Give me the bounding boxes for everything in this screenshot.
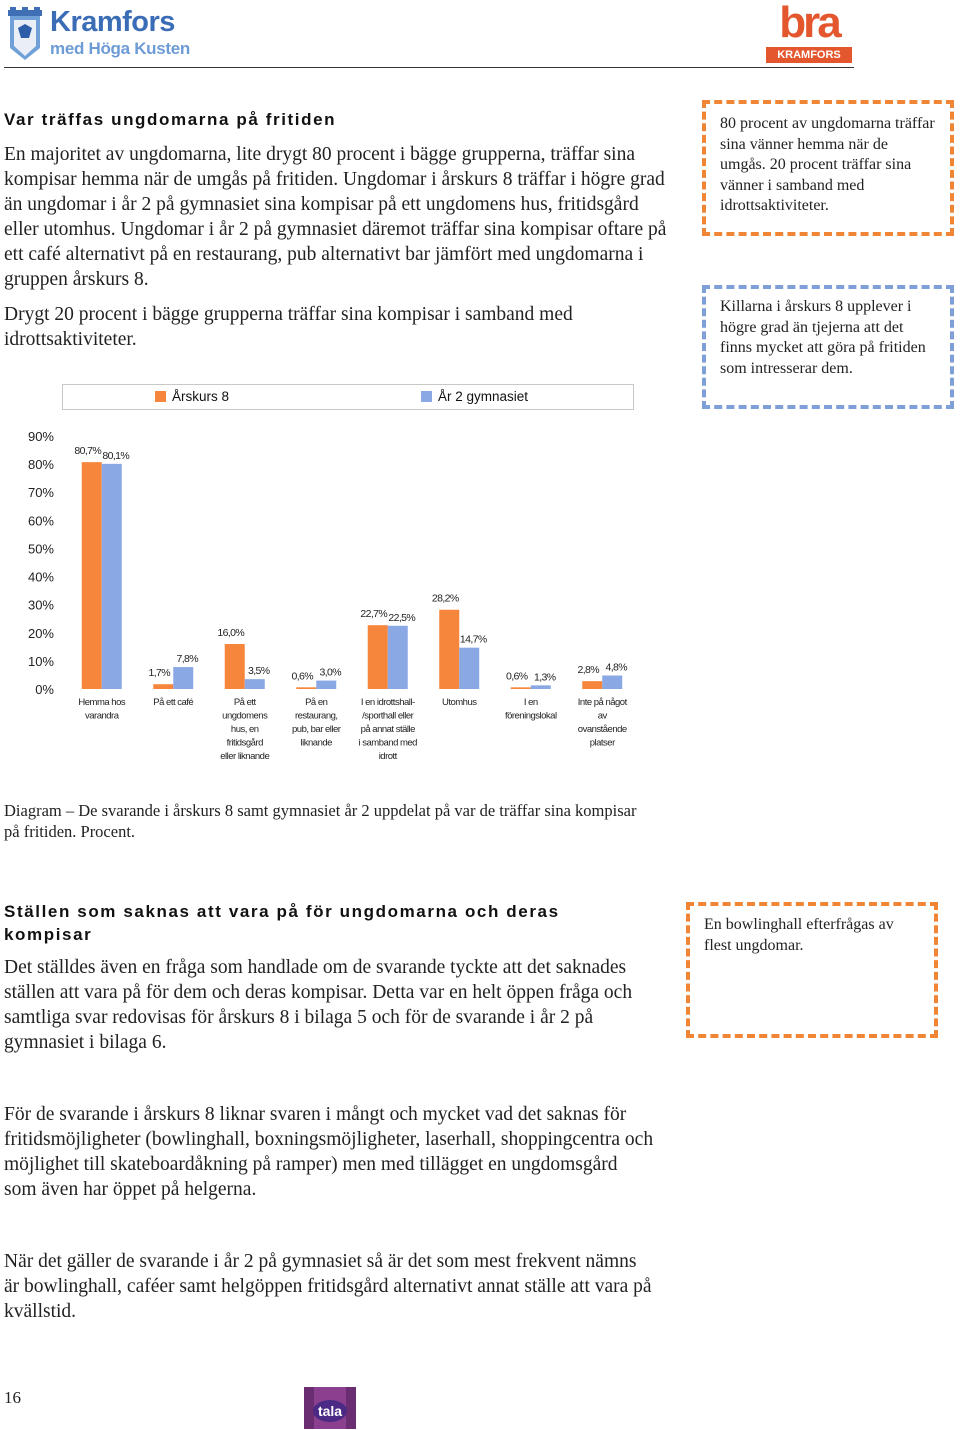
legend-label-arskurs8: Årskurs 8: [172, 389, 230, 404]
y-tick-label: 80%: [27, 457, 54, 473]
section1-paragraph-1: En majoritet av ungdomarna, lite drygt 80 procent i bägge grupperna, träffar sina kompisar hemma när de umgås på fritiden. Ungdomar i årskurs 8 träffar i högre grad än ungdomar i år 2 på gymnasiet sina kompisar på ett ungdomens hus, fritidsgård eller utomhus. Ungdomar i år 2 på gymnasiet däremot träffar sina kompisar oftare på ett café alternativt på en restaurang, pub alternativt bar jämfört med ungdomarna i gruppen årskurs 8.: [4, 144, 667, 290]
chart-value-labels: [74, 445, 627, 683]
y-tick-label: 20%: [27, 625, 54, 641]
category-label: föreningslokal: [504, 710, 557, 722]
bar-ar2-3: [316, 681, 336, 689]
legend-item-arskurs8: [155, 389, 229, 404]
y-tick-label: 10%: [27, 653, 54, 669]
bar-ar2-4: [388, 626, 408, 689]
value-label: 1,3%: [533, 671, 556, 684]
kramfors-logo-subtitle: med Höga Kusten: [50, 39, 191, 58]
callout-boys-leisure: Killarna i årskurs 8 upplever i högre grad än tjejerna att det finns mycket att göra på fritiden som intresserar dem.: [702, 285, 954, 409]
category-label: /sporthall eller: [362, 710, 414, 722]
bar-ar2-6: [531, 685, 551, 689]
value-label: 3,0%: [319, 666, 342, 679]
legend-swatch-orange: [155, 391, 166, 402]
category-label: i samband med: [358, 737, 417, 749]
category-label: På ett café: [153, 697, 194, 708]
category-label: hus, en: [230, 724, 259, 735]
legend-label-ar2: År 2 gymnasiet: [438, 389, 529, 404]
category-label: idrott: [378, 751, 397, 762]
value-label: 22,7%: [360, 608, 388, 621]
category-label: På ett: [233, 697, 256, 708]
legend-item-ar2: [421, 389, 528, 404]
value-label: 0,6%: [291, 670, 314, 683]
category-label: pub, bar eller: [292, 724, 341, 735]
y-tick-label: 70%: [27, 485, 54, 501]
bra-logo-brand: bra: [779, 0, 839, 47]
bar-arskurs8-6: [511, 687, 531, 689]
tala-logo: [304, 1387, 356, 1429]
chart-caption: Diagram – De svarande i årskurs 8 samt gymnasiet år 2 uppdelat på var de träffar sina kompisar på fritiden. Procent.: [4, 801, 637, 841]
legend-swatch-blue: [421, 391, 432, 402]
bar-ar2-5: [459, 648, 479, 689]
category-label: på annat ställe: [360, 724, 415, 735]
value-label: 22,5%: [388, 611, 416, 624]
category-label: Inte på något: [577, 697, 627, 708]
y-tick-label: 40%: [27, 569, 54, 585]
bar-arskurs8-1: [153, 684, 173, 689]
bar-chart: [0, 420, 660, 780]
value-label: 28,2%: [431, 592, 459, 605]
bar-arskurs8-2: [225, 644, 245, 689]
value-label: 80,7%: [74, 445, 102, 458]
section2-paragraph-3: När det gäller de svarande i år 2 på gymnasiet så är det som mest frekvent nämns är bowlinghall, caféer samt helgöppen fritidsgård alternativt annat ställe att vara på kvällstid.: [4, 1251, 652, 1322]
chart-legend: [62, 384, 634, 410]
kramfors-logo: [6, 6, 196, 64]
value-label: 3,5%: [247, 665, 270, 678]
category-label: I en: [523, 697, 538, 708]
tala-logo-icon: [304, 1387, 356, 1429]
y-tick-label: 0%: [35, 682, 54, 697]
y-tick-label: 50%: [27, 541, 54, 557]
category-label: av: [597, 710, 607, 722]
category-label: Hemma hos: [78, 697, 126, 708]
category-label: liknande: [300, 737, 332, 749]
value-label: 7,8%: [176, 653, 199, 666]
category-label: ungdomens: [222, 710, 268, 722]
bar-ar2-2: [245, 679, 265, 689]
bar-arskurs8-4: [368, 625, 388, 689]
value-label: 14,7%: [459, 633, 487, 646]
value-label: 4,8%: [605, 661, 628, 674]
callout-bowling: En bowlinghall efterfrågas av flest ungdomar.: [686, 902, 938, 1038]
section1-body: [4, 142, 672, 362]
category-label: I en idrottshall-: [360, 697, 415, 708]
header-divider: [4, 67, 854, 68]
y-tick-label: 90%: [27, 429, 54, 444]
y-tick-label: 60%: [27, 513, 54, 529]
bar-arskurs8-7: [582, 681, 602, 689]
bar-arskurs8-3: [296, 687, 316, 689]
category-label: eller liknande: [220, 751, 270, 762]
y-axis-ticks: [28, 429, 54, 697]
category-label: varandra: [85, 710, 119, 722]
bar-ar2-1: [173, 667, 193, 689]
bra-kramfors-logo: [764, 0, 854, 64]
kramfors-logo-title: Kramfors: [50, 6, 175, 38]
value-label: 16,0%: [217, 627, 245, 640]
category-label: fritidsgård: [226, 737, 263, 749]
tala-logo-text: tala: [317, 1403, 343, 1419]
category-label: Utomhus: [441, 697, 477, 708]
bra-logo-sub: KRAMFORS: [766, 47, 852, 63]
category-label: ovanstående: [577, 724, 627, 735]
section2-paragraph-2: För de svarande i årskurs 8 liknar svaren i mångt och mycket vad det saknas för fritidsmöjligheter (bowlinghall, boxningsmöjligheter, laserhall, shoppingcentra och möjlighet till skateboardåkning på ramper) men med tillägget en ungdomsgård som även har öppet på helgerna.: [4, 1104, 654, 1200]
category-label: restaurang,: [294, 710, 338, 722]
section2-heading: Ställen som saknas att vara på för ungdomarna och deras kompisar: [4, 902, 560, 944]
value-label: 80,1%: [102, 449, 130, 462]
category-label: På en: [305, 697, 328, 708]
section1-heading: Var träffas ungdomarna på fritiden: [4, 110, 337, 129]
page-number: 16: [4, 1388, 21, 1407]
value-label: 0,6%: [505, 670, 528, 683]
section2-paragraph-1: Det ställdes även en fråga som handlade om de svarande tyckte att det saknades ställen att vara på för dem och deras kompisar. Detta var en helt öppen fråga och samtliga svar redovisas för årskurs 8 i bilaga 5 och för de svarande i år 2 på gymnasiet i bilaga 6.: [4, 957, 633, 1053]
section1-paragraph-2: Drygt 20 procent i bägge grupperna träffar sina kompisar i samband med idrottsaktiviteter.: [4, 304, 573, 350]
bar-arskurs8-0: [82, 462, 102, 689]
value-label: 1,7%: [148, 667, 171, 680]
bar-ar2-0: [102, 464, 122, 689]
chart-category-labels: [78, 697, 627, 762]
bar-ar2-7: [602, 676, 622, 689]
chart-bars: [82, 462, 623, 689]
callout-meeting-places: 80 procent av ungdomarna träffar sina vänner hemma när de umgås. 20 procent träffar sina vänner i samband med idrottsaktiviteter.: [702, 100, 954, 236]
category-label: platser: [589, 737, 615, 749]
bar-arskurs8-5: [439, 610, 459, 689]
value-label: 2,8%: [577, 664, 600, 677]
y-tick-label: 30%: [27, 597, 54, 613]
